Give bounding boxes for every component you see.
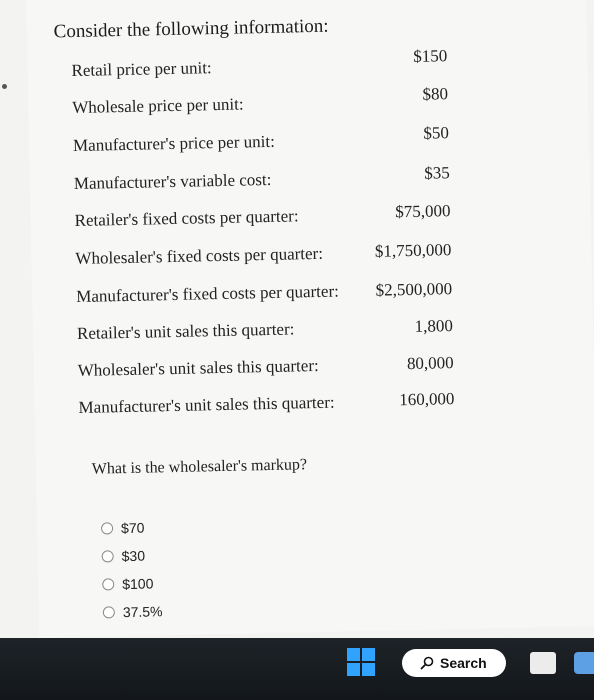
windows-start-icon[interactable] [347,648,375,676]
answer-option-4[interactable] [103,603,163,620]
taskbar-app-icon[interactable] [574,652,594,674]
row-label-retailer-fixed: Retailer's fixed costs per quarter: [74,206,299,231]
search-icon [420,656,434,670]
row-label-manufacturer-units: Manufacturer's unit sales this quarter: [78,392,335,417]
answer-option-1[interactable] [101,520,145,537]
taskbar-search-label: Search [440,655,487,671]
row-value-retailer-units: 1,800 [414,316,454,336]
answer-option-label: $30 [121,547,146,565]
taskbar [0,638,594,700]
answer-option-label: $70 [120,519,145,537]
row-value-variable-cost: $35 [424,163,450,183]
row-value-retail-price: $150 [413,46,448,66]
row-value-manufacturer-price: $50 [423,123,450,143]
answer-option-label: $100 [122,575,154,593]
row-value-manufacturer-fixed: $2,500,000 [375,279,453,300]
radio-button[interactable] [101,522,113,534]
row-label-wholesaler-fixed: Wholesaler's fixed costs per quarter: [75,243,324,269]
row-value-retailer-fixed: $75,000 [395,201,451,222]
row-label-variable-cost: Manufacturer's variable cost: [73,169,272,194]
row-value-wholesale-price: $80 [422,84,449,104]
question-text: What is the wholesaler's markup? [91,456,308,478]
row-label-wholesaler-units: Wholesaler's unit sales this quarter: [77,355,319,380]
row-label-retailer-units: Retailer's unit sales this quarter: [76,319,295,344]
radio-button[interactable] [103,606,115,618]
taskbar-search-button[interactable] [402,649,506,677]
question-panel [26,0,594,638]
row-label-manufacturer-fixed: Manufacturer's fixed costs per quarter: [76,281,340,307]
taskbar-app-icon[interactable] [530,652,556,674]
radio-button[interactable] [102,578,114,590]
answer-option-label: 37.5% [122,603,163,621]
answer-option-3[interactable] [102,575,153,592]
side-dot [2,84,7,89]
row-value-manufacturer-units: 160,000 [399,389,455,410]
page-title: Consider the following information: [53,15,329,43]
row-label-retail-price: Retail price per unit: [71,58,212,81]
row-value-wholesaler-fixed: $1,750,000 [374,240,452,261]
row-label-wholesale-price: Wholesale price per unit: [72,94,244,118]
radio-button[interactable] [102,550,114,562]
row-value-wholesaler-units: 80,000 [406,353,454,374]
answer-option-2[interactable] [102,548,146,565]
row-label-manufacturer-price: Manufacturer's price per unit: [72,131,276,156]
